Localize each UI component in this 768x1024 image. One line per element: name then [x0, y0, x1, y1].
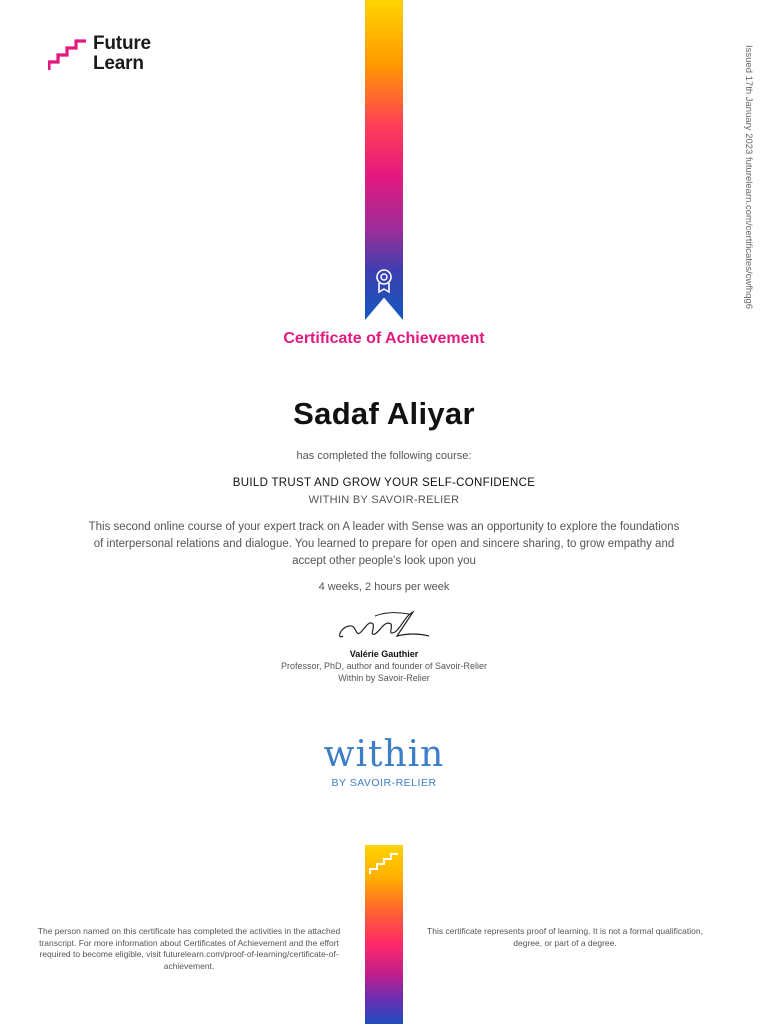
- signer-organization: Within by Savoir-Relier: [338, 673, 430, 683]
- signature-image: [335, 606, 433, 646]
- completed-text: has completed the following course:: [296, 450, 472, 462]
- futurelearn-stairs-icon: [48, 38, 88, 72]
- logo-line-2: Learn: [93, 53, 144, 74]
- award-ribbon-icon: [374, 268, 394, 294]
- course-duration: 4 weeks, 2 hours per week: [318, 581, 450, 593]
- footer-note-left: The person named on this certificate has completed the activities in the attached transcript. For more information about Certificates of Achievement and the effort required to become eligible, visit futurelearn.com/proof-of-learning/certificate-of-achievement.: [37, 926, 341, 971]
- footer-note-right: This certificate represents proof of learning. It is not a formal qualification, degree, or part of a degree.: [427, 926, 703, 948]
- course-title: BUILD TRUST AND GROW YOUR SELF-CONFIDENCE: [232, 477, 536, 489]
- signer-name: Valérie Gauthier: [349, 649, 419, 659]
- course-description: This second online course of your expert track on A leader with Sense was an opportunity to explore the foundations of interpersonal relations and dialogue. You learned to prepare for open and sincere sharing, to grow empathy and accept other people's look upon you: [88, 521, 680, 567]
- issue-info: Issued 17th January 2023 futurelearn.com/certificates/cwfhqg6: [743, 45, 754, 310]
- course-subtitle: WITHIN BY SAVOIR-RELIER: [308, 494, 460, 506]
- stairs-icon: [369, 852, 399, 876]
- logo-line-1: Future: [93, 33, 151, 54]
- certificate-title: Certificate of Achievement: [283, 330, 485, 347]
- partner-logo-subtitle: BY SAVOIR-RELIER: [331, 777, 437, 789]
- futurelearn-logo: [48, 34, 168, 76]
- partner-logo: within: [323, 734, 445, 775]
- signer-role: Professor, PhD, author and founder of Savoir-Relier: [280, 661, 488, 671]
- recipient-name: Sadaf Aliyar: [293, 396, 475, 431]
